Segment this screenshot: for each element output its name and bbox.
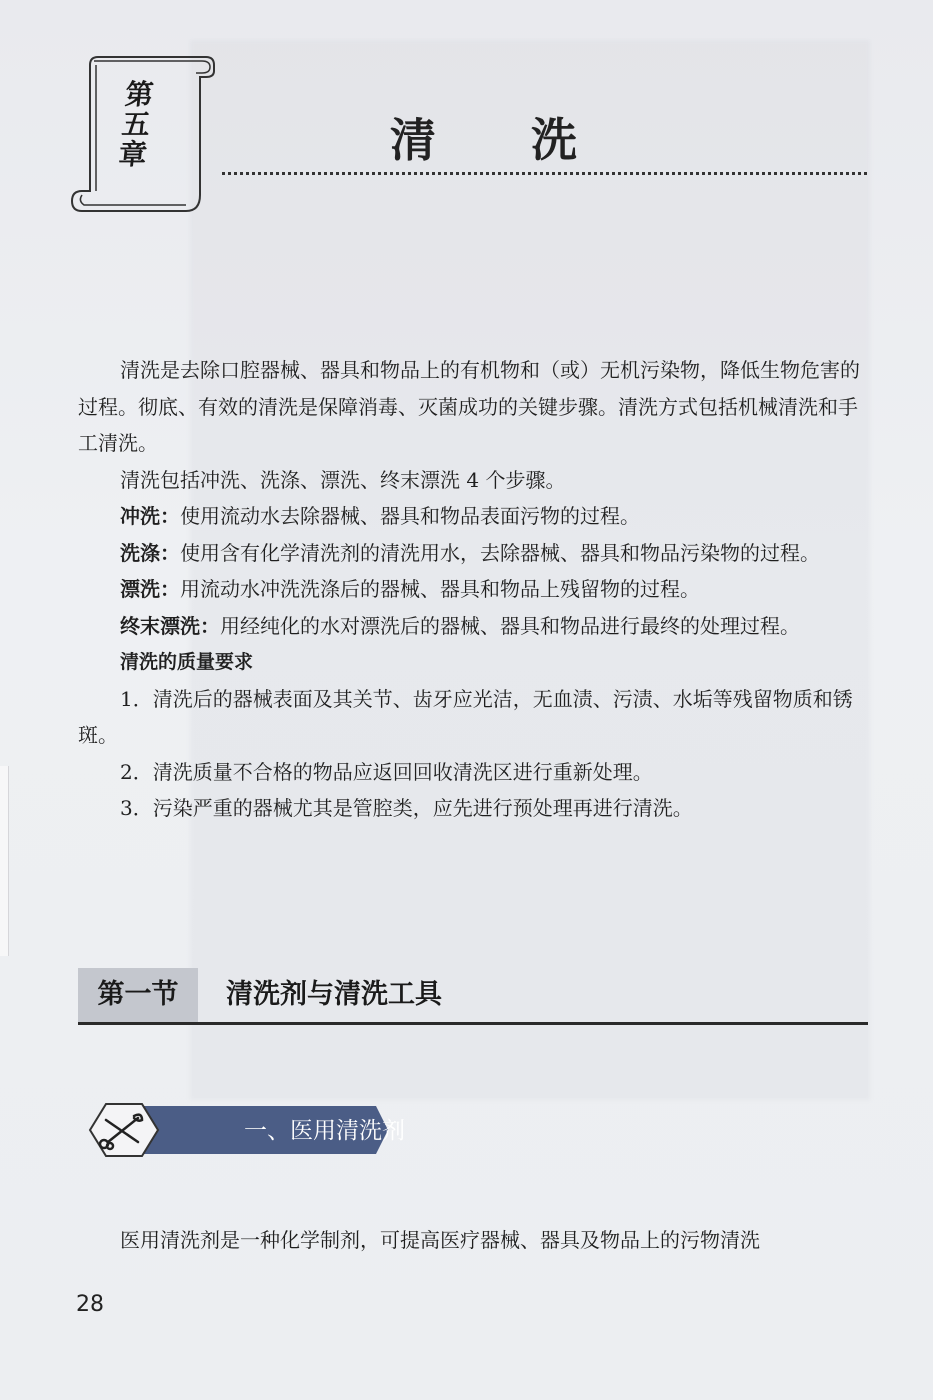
quality-item: 1．清洗后的器械表面及其关节、齿牙应光洁，无血渍、污渍、水垢等残留物质和锈斑。 xyxy=(78,686,853,747)
section-number: 第一节 xyxy=(78,968,198,1022)
steps-paragraph: 清洗包括冲洗、洗涤、漂洗、终末漂洗 4 个步骤。 xyxy=(120,467,566,492)
quality-item: 3．污染严重的器械尤其是管腔类，应先进行预处理再进行清洗。 xyxy=(120,796,693,820)
definition-text: 使用含有化学清洗剂的清洗用水，去除器械、器具和物品污染物的过程。 xyxy=(180,540,820,565)
definition-rinse xyxy=(78,498,868,535)
definition-term: 洗涤： xyxy=(120,540,180,565)
quality-item: 2．清洗质量不合格的物品应返回回收清洗区进行重新处理。 xyxy=(120,759,653,784)
section-rule xyxy=(78,1022,868,1025)
definition-wash xyxy=(78,535,868,572)
chapter-label: 第五章 xyxy=(117,78,155,171)
subsection-label: 一、医用清洗剂 xyxy=(244,1118,405,1144)
continuation-text: 医用清洗剂是一种化学制剂，可提高医疗器械、器具及物品上的污物清洗 xyxy=(120,1228,760,1252)
body-text xyxy=(78,352,868,827)
title-dotted-rule xyxy=(222,172,867,175)
definition-final-rinse xyxy=(78,608,868,645)
definition-term: 冲洗： xyxy=(120,504,180,528)
definition-term: 终末漂洗： xyxy=(120,613,220,638)
chapter-title: 清洗 xyxy=(390,113,672,167)
subsection-banner xyxy=(76,1098,405,1162)
continuation-paragraph xyxy=(78,1222,878,1258)
section-header xyxy=(78,966,868,1022)
definition-text: 用流动水冲洗洗涤后的器械、器具和物品上残留物的过程。 xyxy=(180,577,700,601)
intro-paragraph: 清洗是去除口腔器械、器具和物品上的有机物和（或）无机污染物，降低生物危害的过程。彻底、有效的清洗是保障消毒、灭菌成功的关键步骤。清洗方式包括机械清洗和手工清洗。 xyxy=(78,358,860,455)
definition-term: 漂洗： xyxy=(120,577,180,601)
definition-text: 用经纯化的水对漂洗后的器械、器具和物品进行最终的处理过程。 xyxy=(220,613,800,638)
page-number: 28 xyxy=(76,1292,104,1317)
definition-float-rinse xyxy=(78,571,868,608)
definition-text: 使用流动水去除器械、器具和物品表面污物的过程。 xyxy=(180,504,640,528)
page-edge-tab xyxy=(0,766,9,956)
section-title: 清洗剂与清洗工具 xyxy=(226,979,442,1010)
quality-heading: 清洗的质量要求 xyxy=(120,651,254,673)
